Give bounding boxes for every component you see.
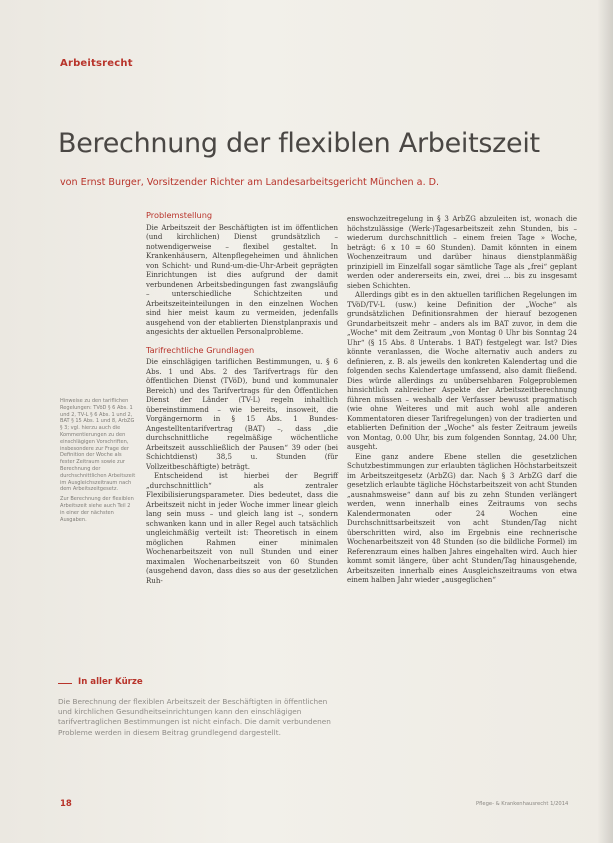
page-number: 18 [60, 799, 72, 809]
paragraph: enswochzeitregelung in § 3 ArbZG abzuleiten ist, wonach die höchstzulässige (Werk-)Tagesarbeitszeit zehn Stunden, bis – wiederum durchschnittlich – einem freien Tage » Woche, beträgt: 6 x 10 = 60 Stunden). Damit könnten in einem Wochenzeitraum und darüber hinaus dienstplanmäßig prinzipiell im Einzelfall sogar sämtliche Tage als „frei“ geplant werden oder andererseits ein, zwei, drei ... bis zu insgesamt sieben Schichten. [347, 214, 577, 290]
section-label: Arbeitsrecht [60, 58, 133, 69]
article-byline: von Ernst Burger, Vorsitzender Richter am Landesarbeitsgericht München a. D. [60, 177, 440, 188]
note-paragraph: Zur Berechnung der flexiblen Arbeitszeit siehe auch Teil 2 in einer der nächsten Ausgaben. [60, 496, 134, 523]
paragraph: Allerdings gibt es in den aktuellen tariflichen Regelungen im TVöD/TV-L (usw.) keine Definition der „Woche“ als grundsätzlichen Definitionsrahmen der hierauf bezogenen Grundarbeitszeit mehr – anders als im BAT zuvor, in dem die „Woche“ mit dem Zeitraum „von Montag 0 Uhr bis Sonntag 24 Uhr“ (§ 15 Abs. 8 Unterabs. 1 BAT) festgelegt war. Ist? Dies könnte veranlassen, die Woche alternativ auch anders zu definieren, z. B. als jeweils den konkreten Kalendertag und die folgenden sechs Kalendertage umfassend, also damit fließend. Dies würde allerdings zu unübersehbaren Folgeproblemen hinsichtlich zahlreicher Aspekte der Arbeitszeitberechnung führen müssen – weshalb der Verfasser bewusst pragmatisch (wie ohne Weiteres und mit auch wohl alle anderen Kommentatoren dieser Tarifregelungen) von der tradierten und etablierten Definition der „Woche“ als fester Zeitraum jeweils von Montag, 0.00 Uhr, bis zum folgenden Sonntag, 24.00 Uhr, ausgeht. [347, 290, 577, 451]
summary-text: Die Berechnung der flexiblen Arbeitszeit der Beschäftigten in öffentlichen und kirchlichen Gesundheitseinrichtungen kann den einschlägigen tarifvertraglichen Bestimmungen ist nicht einfach. Die damit verbundenen Probleme werden in diesem Beitrag grundlegend dargestellt. [58, 697, 331, 737]
summary-box [58, 677, 334, 781]
paragraph: Eine ganz andere Ebene stellen die gesetzlichen Schutzbestimmungen zur erlaubten täglichen Höchstarbeitszeit im Arbeitszeitgesetz (ArbZG) dar. Nach § 3 ArbZG darf die gesetzlich erlaubte tägliche Höchstarbeitszeit von acht Stunden „ausnahmsweise“ dann auf bis zu zehn Stunden verlängert werden, wenn innerhalb eines Zeitraums von sechs Kalendermonaten oder 24 Wochen eine Durchschnittsarbeitszeit von acht Stunden/Tag nicht überschritten wird, also im Ergebnis eine rechnerische Wochenarbeitszeit von 48 Stunden (so die bildliche Formel) im Referenzraum eines halben Jahres eingehalten wird. Auch hier kommt somit längere, über acht Stunden/Tag hinausgehende, Arbeitszeiten innerhalb eines Ausgleichszeitraums von etwa einem halben Jahr wieder „ausgeglichen“ [347, 451, 577, 584]
paragraph: Die Arbeitszeit der Beschäftigten ist im öffentlichen (und kirchlichen) Dienst grundsätzlich – notwendigerweise – flexibel gestaltet. In Krankenhäusern, Altenpflegeheimen und ähnlichen von Schicht- und Rund-um-die-Uhr-Arbeit geprägten Einrichtungen ist dies aufgrund der damit verbundenen Arbeitsbedingungen fast zwangsläufig – unterschiedliche Schichtzeiten und Arbeitszeiteinteilungen in den einzelnen Wochen sind hier meist kaum zu vermeiden, jedenfalls ausgehend von der etablierten Dienstplanpraxis und angesichts der aktuellen Personalprobleme. [146, 222, 338, 336]
journal-footer: Pflege- & Krankenhausrecht 1/2014 [476, 801, 569, 807]
middle-column [146, 211, 338, 585]
summary-rule [58, 683, 72, 684]
summary-header [58, 677, 334, 691]
heading-problemstellung: Problemstellung [146, 210, 213, 220]
right-column [347, 214, 577, 585]
page-edge-shadow [597, 0, 613, 843]
summary-heading: In aller Kürze [78, 677, 143, 687]
article-title: Berechnung der flexiblen Arbeitszeit [58, 128, 540, 159]
paragraph: Entscheidend ist hierbei der Begriff „durchschnittlich“ als zentraler Flexibilisierungsparameter. Dies bedeutet, dass die Arbeitszeit nicht in jeder Woche immer linear gleich lang sein muss – und gleich lang ist –, sondern schwanken kann und in aller Regel auch tatsächlich ungleichmäßig verteilt ist: Theoretisch in einem möglichen Rahmen einer minimalen Wochenarbeitszeit von null Stunden und einer maximalen Wochenarbeitszeit von 60 Stunden (ausgehend davon, dass dies so aus der gesetzlichen Ruh- [146, 471, 338, 585]
note-paragraph: Hinweise zu den tariflichen Regelungen: TVöD § 6 Abs. 1 und 2, TV-L § 6 Abs. 1 und 2, BAT § 15 Abs. 1 und 8, ArbZG § 3; vgl. hierzu auch die Kommentierungen zu den einschlägigen Vorschriften, insbesondere zur Frage der Definition der Woche als fester Zeitraum sowie zur Berechnung der durchschnittlichen Arbeitszeit im Ausgleichszeitraum nach dem Arbeitszeitgesetz. [60, 398, 136, 493]
heading-tarifrechtliche-grundlagen: Tarifrechtliche Grundlagen [146, 344, 255, 355]
paragraph: Die einschlägigen tariflichen Bestimmungen, u. § 6 Abs. 1 und Abs. 2 des Tarifvertrags für den öffentlichen Dienst (TVöD), bund und kommunaler Bereich) und des Tarifvertrags für den Öffentlichen Dienst der Länder (TV-L) regeln inhaltlich übereinstimmend – wie bereits, insoweit, die Vorgängernorm in § 15 Abs. 1 Bundes-Angestelltentarifvertrag (BAT) –, dass „die durchschnittliche regelmäßige wöchentliche Arbeitszeit ausschließlich der Pausen“ 39 oder (bei Schichtdienst) 38,5 u. Stunden (für Vollzeitbeschäftigte) beträgt. [146, 357, 338, 471]
sidebar-note [60, 398, 136, 526]
